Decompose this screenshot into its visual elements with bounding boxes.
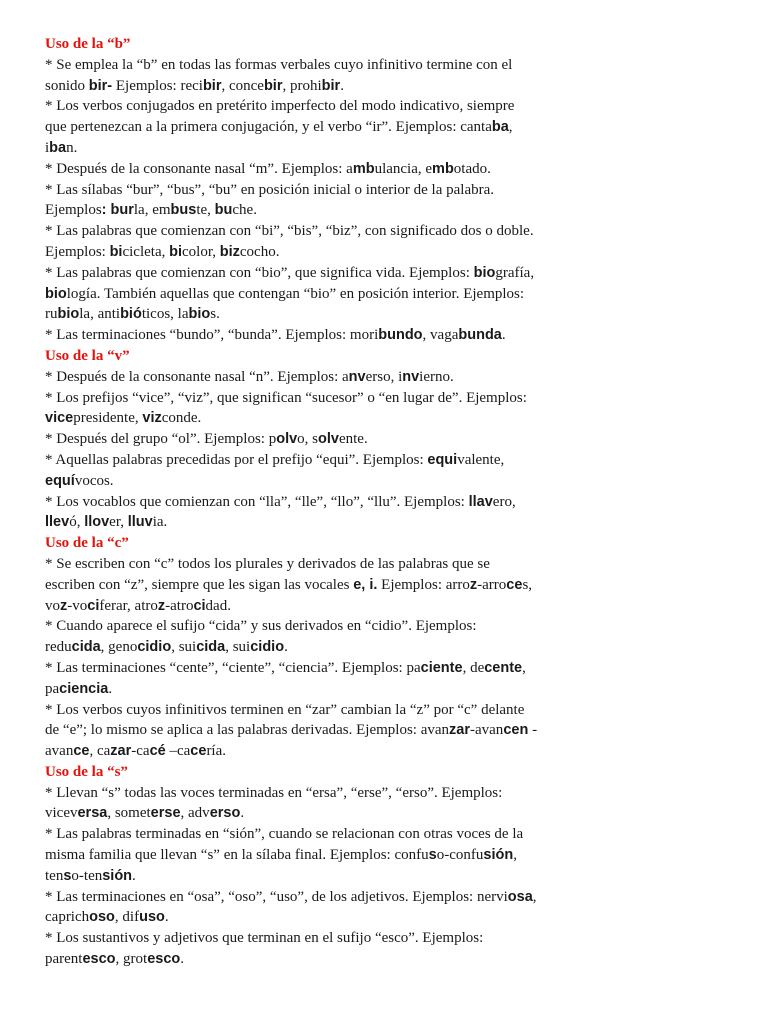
example-highlight: bir [263,77,283,94]
example-highlight: ci [193,597,206,614]
text-run: ia. [152,514,168,531]
text-run: color, [182,243,220,260]
example-highlight: equí [45,472,75,489]
paragraph-line [45,741,745,762]
example-highlight: s [428,847,437,864]
text-run: . [108,680,113,697]
paragraph-line [45,492,745,513]
paragraph-line [45,450,745,471]
paragraph-line [45,96,745,117]
paragraph-line [45,304,745,325]
rule-paragraph [45,221,745,263]
text-run: , vaga [422,327,459,344]
rule-paragraph [45,96,745,158]
example-highlight: cé [149,743,166,760]
text-run: - [528,722,538,739]
example-highlight: cida [196,639,226,656]
paragraph-line [45,783,745,804]
paragraph-line [45,845,745,866]
example-highlight: cente [484,659,523,676]
text-run: –ca [165,743,191,760]
paragraph-line [45,949,745,970]
text-run: -ca [131,743,150,760]
text-run: * Después del grupo “ol”. Ejemplos: p [45,431,277,448]
paragraph-line [45,325,745,346]
text-run: de “e”; lo mismo se aplica a las palabras derivadas. Ejemplos: avan [45,722,450,739]
text-run: ente. [338,431,368,448]
text-run: s. [210,306,220,323]
text-run: * Se emplea la “b” en todas las formas verbales cuyo infinitivo termine con el [45,56,513,73]
text-run: parent [45,951,83,968]
paragraph-line [45,263,745,284]
text-run: presidente, [73,410,143,427]
text-run: * Se escriben con “c” todos los plurales y derivados de las palabras que se [45,555,490,572]
text-run: , geno [100,639,138,656]
example-highlight: bundo [378,327,423,344]
text-run: . [180,951,185,968]
paragraph-line [45,679,745,700]
text-run: vo [45,597,60,614]
example-highlight: olv [276,431,298,448]
example-highlight: ciente [420,659,463,676]
text-run: er, [109,514,128,531]
paragraph-line [45,471,745,492]
text-run: s, [522,576,533,593]
text-run: * Los prefijos “vice”, “viz”, que significan “sucesor” o “en lugar de”. Ejemplos: [45,389,527,406]
text-run: o-confu [436,847,484,864]
example-highlight: ce [506,576,523,593]
example-highlight: llov [84,514,110,531]
paragraph-line [45,803,745,824]
example-highlight: vice [45,410,74,427]
section-heading: Uso de la “c” [45,535,129,552]
example-highlight: bi [169,243,182,260]
text-run: Ejemplos: arro [377,576,470,593]
text-run: la, anti [79,306,121,323]
text-run: valente, [457,451,505,468]
example-highlight: bio [188,306,211,323]
text-run: ferar, atro [99,597,158,614]
example-highlight: bunda [458,327,502,344]
text-run: otado. [453,160,491,177]
example-highlight: osa [507,888,533,905]
text-run: Ejemplos: [45,243,110,260]
paragraph-line [45,55,745,76]
text-run: -arro [477,576,507,593]
example-highlight: erse [150,805,181,822]
text-run: , [513,847,517,864]
rule-paragraph [45,159,745,180]
text-run: Ejemplos [45,202,102,219]
example-highlight: cidio [137,639,172,656]
text-run: conde. [161,410,202,427]
example-highlight: bio [45,285,67,302]
text-run: * Las palabras que comienzan con “bi”, “bis”, “biz”, con significado dos o doble. [45,223,534,240]
text-run: escriben con “z”, siempre que les sigan las vocales [45,576,354,593]
example-highlight: ci [87,597,100,614]
text-run: * Los verbos conjugados en pretérito imperfecto del modo indicativo, siempre [45,98,515,115]
text-run: , conce [221,77,264,94]
paragraph-line [45,907,745,928]
paragraph-line [45,658,745,679]
example-highlight: bio [473,264,496,281]
paragraph-line [45,367,745,388]
paragraph-line [45,388,745,409]
rule-paragraph [45,450,745,492]
text-run: * Después de la consonante nasal “n”. Ejemplos: a [45,368,349,385]
text-run: , [532,888,537,905]
paragraph-line [45,554,745,575]
example-highlight: bir- [88,77,113,94]
section-heading: Uso de la “s” [45,763,128,780]
text-run: la, em [133,202,171,219]
text-run: sonido [45,77,89,94]
rule-paragraph [45,554,745,616]
text-run: erso, i [365,368,403,385]
paragraph-line [45,512,745,533]
text-run: i [45,139,50,156]
text-run: ó, [69,514,85,531]
paragraph-line [45,887,745,908]
text-run: * Aquellas palabras precedidas por el prefijo “equi”. Ejemplos: [45,451,428,468]
example-highlight: cida [71,639,101,656]
example-highlight: biz [219,243,240,260]
text-run: , [508,119,513,136]
text-run: Ejemplos: reci [112,77,203,94]
text-run: -atro [165,597,194,614]
paragraph-line [45,575,745,596]
text-run: que pertenezcan a la primera conjugación, y el verbo “ir”. Ejemplos: canta [45,119,492,136]
paragraph-line [45,242,745,263]
paragraph-line [45,866,745,887]
text-run: * Los vocablos que comienzan con “lla”, “lle”, “llo”, “llu”. Ejemplos: [45,493,469,510]
text-run: , ca [89,743,111,760]
rule-paragraph [45,492,745,534]
example-highlight: bio [57,306,80,323]
text-run: . [284,639,288,656]
example-highlight: equi [427,451,458,468]
text-run: * Cuando aparece el sufijo “cida” y sus derivados en “cidio”. Ejemplos: [45,618,477,635]
example-highlight: erso [209,805,241,822]
rule-paragraph [45,367,745,388]
text-run: te, [196,202,215,219]
example-highlight: z [469,576,478,593]
paragraph-line [45,720,745,741]
paragraph-line [45,637,745,658]
example-highlight: esco [82,951,116,968]
text-run: caprich [45,909,90,926]
example-highlight: zar [110,743,132,760]
text-run: * Las palabras terminadas en “sión”, cuando se relacionan con otras voces de la [45,826,524,843]
paragraph-line [45,159,745,180]
paragraph-line [45,200,745,221]
text-run: ticos, la [141,306,189,323]
text-run: * Los verbos cuyos infinitivos terminen en “zar” cambian la “z” por “c” delante [45,701,525,718]
text-run: n. [66,139,78,156]
example-highlight: z [60,597,68,614]
example-highlight: bu [214,202,233,219]
text-run: * Las palabras que comienzan con “bio”, que significa vida. Ejemplos: [45,264,474,281]
rule-paragraph [45,658,745,700]
example-highlight: ersa [77,805,108,822]
text-run: logía. También aquellas que contengan “bio” en posición interior. Ejemplos: [66,285,525,302]
section-heading: Uso de la “v” [45,347,130,364]
paragraph-line [45,824,745,845]
rule-paragraph [45,429,745,450]
text-run: grafía, [495,264,535,281]
text-run: misma familia que llevan “s” en la sílaba final. Ejemplos: confu [45,847,429,864]
rule-paragraph [45,325,745,346]
text-run: * Las sílabas “bur”, “bus”, “bu” en posición inicial o interior de la palabra. [45,181,495,198]
paragraph-line [45,284,745,305]
text-run: , dif [114,909,140,926]
example-highlight: bió [120,306,142,323]
paragraph-line [45,117,745,138]
text-run: ten [45,867,64,884]
text-run: , de [462,659,485,676]
example-highlight: nv [402,368,420,385]
text-run: ru [45,306,58,323]
text-run: -avan [470,722,504,739]
example-highlight: lluv [127,514,153,531]
text-run: vicev [45,805,78,822]
text-run: , somet [107,805,151,822]
text-run: . [164,909,169,926]
rule-paragraph [45,263,745,325]
text-run: ría. [206,743,227,760]
text-run: o, s [297,431,319,448]
text-run: , sui [171,639,197,656]
example-highlight: olv [318,431,339,448]
text-run: . [240,805,245,822]
paragraph-line [45,700,745,721]
text-run: * Después de la consonante nasal “m”. Ejemplos: a [45,160,353,177]
document-body [45,34,745,970]
section-heading: Uso de la “b” [45,36,131,52]
text-run: ulancia, e [374,160,433,177]
text-run: cicleta, [122,243,170,260]
example-highlight: oso [89,909,115,926]
rule-paragraph [45,55,745,97]
paragraph-line [45,76,745,97]
text-run: * Las terminaciones “bundo”, “bunda”. Ejemplos: mori [45,327,379,344]
text-run: ierno. [419,368,454,385]
paragraph-line [45,138,745,159]
text-run: che. [232,202,257,219]
example-highlight: ce [73,743,90,760]
example-highlight: sión [483,847,514,864]
paragraph-line [45,408,745,429]
example-highlight: e, i. [353,576,378,593]
text-run: , grot [115,951,148,968]
text-run: * Las terminaciones “cente”, “ciente”, “ciencia”. Ejemplos: pa [45,659,421,676]
text-run: , sui [225,639,251,656]
text-run: o-ten [71,867,103,884]
example-highlight: esco [147,951,181,968]
text-run: cocho. [239,243,280,260]
example-highlight: ce [190,743,207,760]
paragraph-line [45,429,745,450]
rule-paragraph [45,824,745,886]
example-highlight: bus [170,202,197,219]
example-highlight: ba [49,139,67,156]
text-run: dad. [205,597,231,614]
text-run: pa [45,680,60,697]
text-run: ero, [492,493,516,510]
example-highlight: viz [142,410,162,427]
example-highlight: cidio [250,639,285,656]
rule-paragraph [45,388,745,430]
paragraph-line [45,616,745,637]
text-run: -vo [67,597,88,614]
example-highlight: bir [321,77,341,94]
text-run: . [501,327,506,344]
text-run: , [522,659,526,676]
example-highlight: mb [432,160,454,177]
example-highlight: z [157,597,166,614]
text-run: vocos. [74,472,114,489]
text-run: * Los sustantivos y adjetivos que terminan en el sufijo “esco”. Ejemplos: [45,930,484,947]
text-run: . [340,77,344,94]
rule-paragraph [45,783,745,825]
example-highlight: bi [109,243,123,260]
example-highlight: cen [503,722,529,739]
example-highlight: mb [352,160,375,177]
text-run: * Llevan “s” todas las voces terminadas en “ersa”, “erse”, “erso”. Ejemplos: [45,784,503,801]
text-run: * Las terminaciones en “osa”, “oso”, “uso”, de los adjetivos. Ejemplos: nervi [45,888,508,905]
text-run: , adv [180,805,210,822]
rule-paragraph [45,180,745,222]
example-highlight: zar [449,722,470,739]
text-run: redu [45,639,72,656]
example-highlight: uso [139,909,165,926]
example-highlight: llev [45,514,70,531]
rule-paragraph [45,700,745,762]
rule-paragraph [45,928,745,970]
example-highlight: sión [102,867,133,884]
example-highlight: nv [348,368,366,385]
paragraph-line [45,221,745,242]
example-highlight: bir [202,77,222,94]
example-highlight: s [63,867,72,884]
paragraph-line [45,180,745,201]
text-run: . [132,867,136,884]
rule-paragraph [45,616,745,658]
rule-paragraph [45,887,745,929]
example-highlight: llav [468,493,493,510]
example-highlight: ciencia [59,680,109,697]
text-run: , prohi [282,77,322,94]
text-run: avan [45,743,74,760]
example-highlight: ba [491,119,509,136]
example-highlight: : bur [101,202,134,219]
paragraph-line [45,928,745,949]
paragraph-line [45,596,745,617]
